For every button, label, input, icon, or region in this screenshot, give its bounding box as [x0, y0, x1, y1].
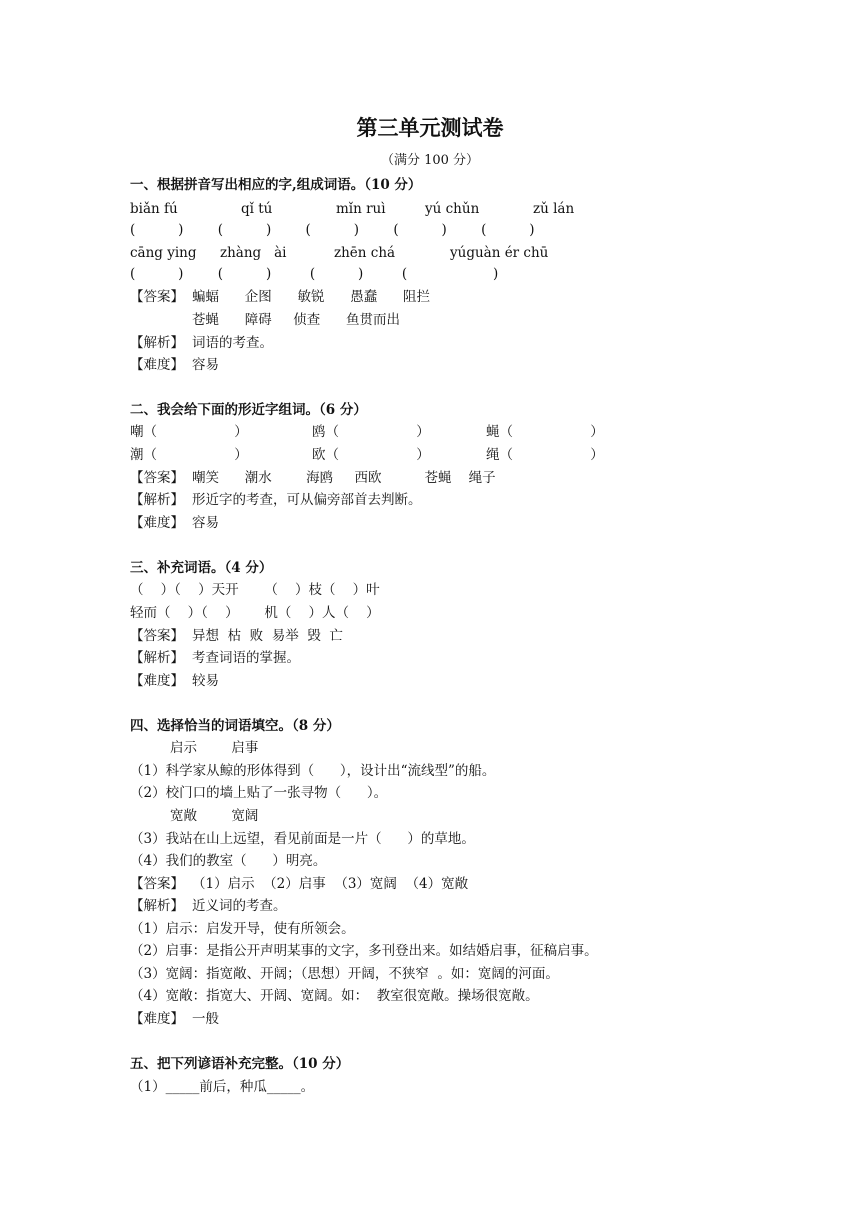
- pinyin-item: mǐn ruì: [336, 201, 386, 217]
- difficulty-text: 较易: [192, 673, 219, 689]
- section-5-heading: 五、把下列谚语补充完整。（10 分）: [130, 1056, 350, 1072]
- pinyin-item: qǐ tú: [241, 201, 273, 217]
- pinyin-item: zhēn chá: [334, 245, 396, 261]
- word-pair-blank: 欧（ ）: [312, 447, 430, 463]
- word-pair-blank: 嘲（ ）: [130, 424, 248, 440]
- fill-in-line: 轻而（ ）（ ） 机（ ）人（ ）: [130, 605, 380, 621]
- pinyin-item: cāng ying: [130, 245, 197, 261]
- section-2-heading: 二、我会给下面的形近字组词。（6 分）: [130, 402, 367, 418]
- analysis-label: 【解析】: [130, 898, 184, 914]
- word-pair-blank: 蝇（ ）: [486, 424, 604, 440]
- answer-label: 【答案】: [130, 876, 184, 892]
- fill-in-line: （ ）（ ）天开 （ ）枝（ ）叶: [130, 582, 380, 598]
- question-line: （2）校门口的墙上贴了一张寻物（ ）。: [130, 785, 388, 801]
- word-pair-blank: 绳（ ）: [486, 447, 604, 463]
- pinyin-item: zǔ lán: [533, 201, 575, 217]
- answer-blanks: ( ) ( ) ( ) ( ) ( ): [130, 222, 535, 238]
- section-3-heading: 三、补充词语。（4 分）: [130, 560, 273, 576]
- question-line: （4）我们的教室（ ）明亮。: [130, 853, 327, 869]
- answer-label: 【答案】: [130, 470, 184, 486]
- analysis-label: 【解析】: [130, 335, 184, 351]
- difficulty-label: 【难度】: [130, 1011, 184, 1027]
- answer-text: 苍蝇 障碍 侦查 鱼贯而出: [192, 312, 400, 328]
- pinyin-item: yúguàn ér chū: [450, 245, 549, 261]
- explanation-line: （3）宽阔：指宽敞、开阔；（思想）开阔，不狭窄 。如：宽阔的河面。: [130, 966, 559, 982]
- word-choices: 宽敞 宽阔: [170, 808, 259, 824]
- explanation-line: （2）启事：是指公开声明某事的文字，多刊登出来。如结婚启事，征稿启事。: [130, 943, 598, 959]
- answer-text: 蝙蝠 企图 敏锐 愚蠢 阻拦: [192, 289, 430, 305]
- analysis-text: 考查词语的掌握。: [192, 650, 300, 666]
- pinyin-item: yú chǔn: [425, 201, 480, 217]
- section-1-heading: 一、根据拼音写出相应的字,组成词语。（10 分）: [130, 177, 422, 193]
- analysis-text: 词语的考查。: [192, 335, 273, 351]
- section-4-heading: 四、选择恰当的词语填空。（8 分）: [130, 718, 340, 734]
- analysis-text: 形近字的考查，可从偏旁部首去判断。: [192, 492, 422, 508]
- difficulty-label: 【难度】: [130, 673, 184, 689]
- question-line: （1）_____前后，种瓜_____。: [130, 1079, 315, 1095]
- difficulty-text: 容易: [192, 357, 219, 373]
- word-pair-blank: 鸥（ ）: [312, 424, 430, 440]
- question-line: （3）我站在山上远望，看见前面是一片（ ）的草地。: [130, 831, 475, 847]
- difficulty-label: 【难度】: [130, 357, 184, 373]
- pinyin-item: biǎn fú: [130, 201, 178, 217]
- explanation-line: （4）宽敞：指宽大、开阔、宽阔。如： 教室很宽敞。操场很宽敞。: [130, 988, 539, 1004]
- analysis-label: 【解析】: [130, 650, 184, 666]
- word-choices: 启示 启事: [170, 740, 259, 756]
- word-pair-blank: 潮（ ）: [130, 447, 248, 463]
- page-subtitle: （满分 100 分）: [380, 153, 480, 168]
- answer-blanks: ( ) ( ) ( ) ( ): [130, 266, 499, 282]
- page-title: 第三单元测试卷: [356, 115, 504, 140]
- answer-text: 异想 枯 败 易举 毁 亡: [192, 628, 343, 644]
- analysis-label: 【解析】: [130, 492, 184, 508]
- difficulty-text: 容易: [192, 515, 219, 531]
- difficulty-label: 【难度】: [130, 515, 184, 531]
- difficulty-text: 一般: [192, 1011, 219, 1027]
- pinyin-item: zhàng ài: [220, 245, 287, 261]
- answer-label: 【答案】: [130, 289, 184, 305]
- answer-text: （1）启示 （2）启事 （3）宽阔 （4）宽敞: [192, 876, 469, 892]
- answer-text: 嘲笑 潮水 海鸥 西欧 苍蝇 绳子: [192, 470, 496, 486]
- analysis-text: 近义词的考查。: [192, 898, 287, 914]
- explanation-line: （1）启示：启发开导，使有所领会。: [130, 921, 355, 937]
- question-line: （1）科学家从鲸的形体得到（ ），设计出“流线型”的船。: [130, 763, 496, 779]
- answer-label: 【答案】: [130, 628, 184, 644]
